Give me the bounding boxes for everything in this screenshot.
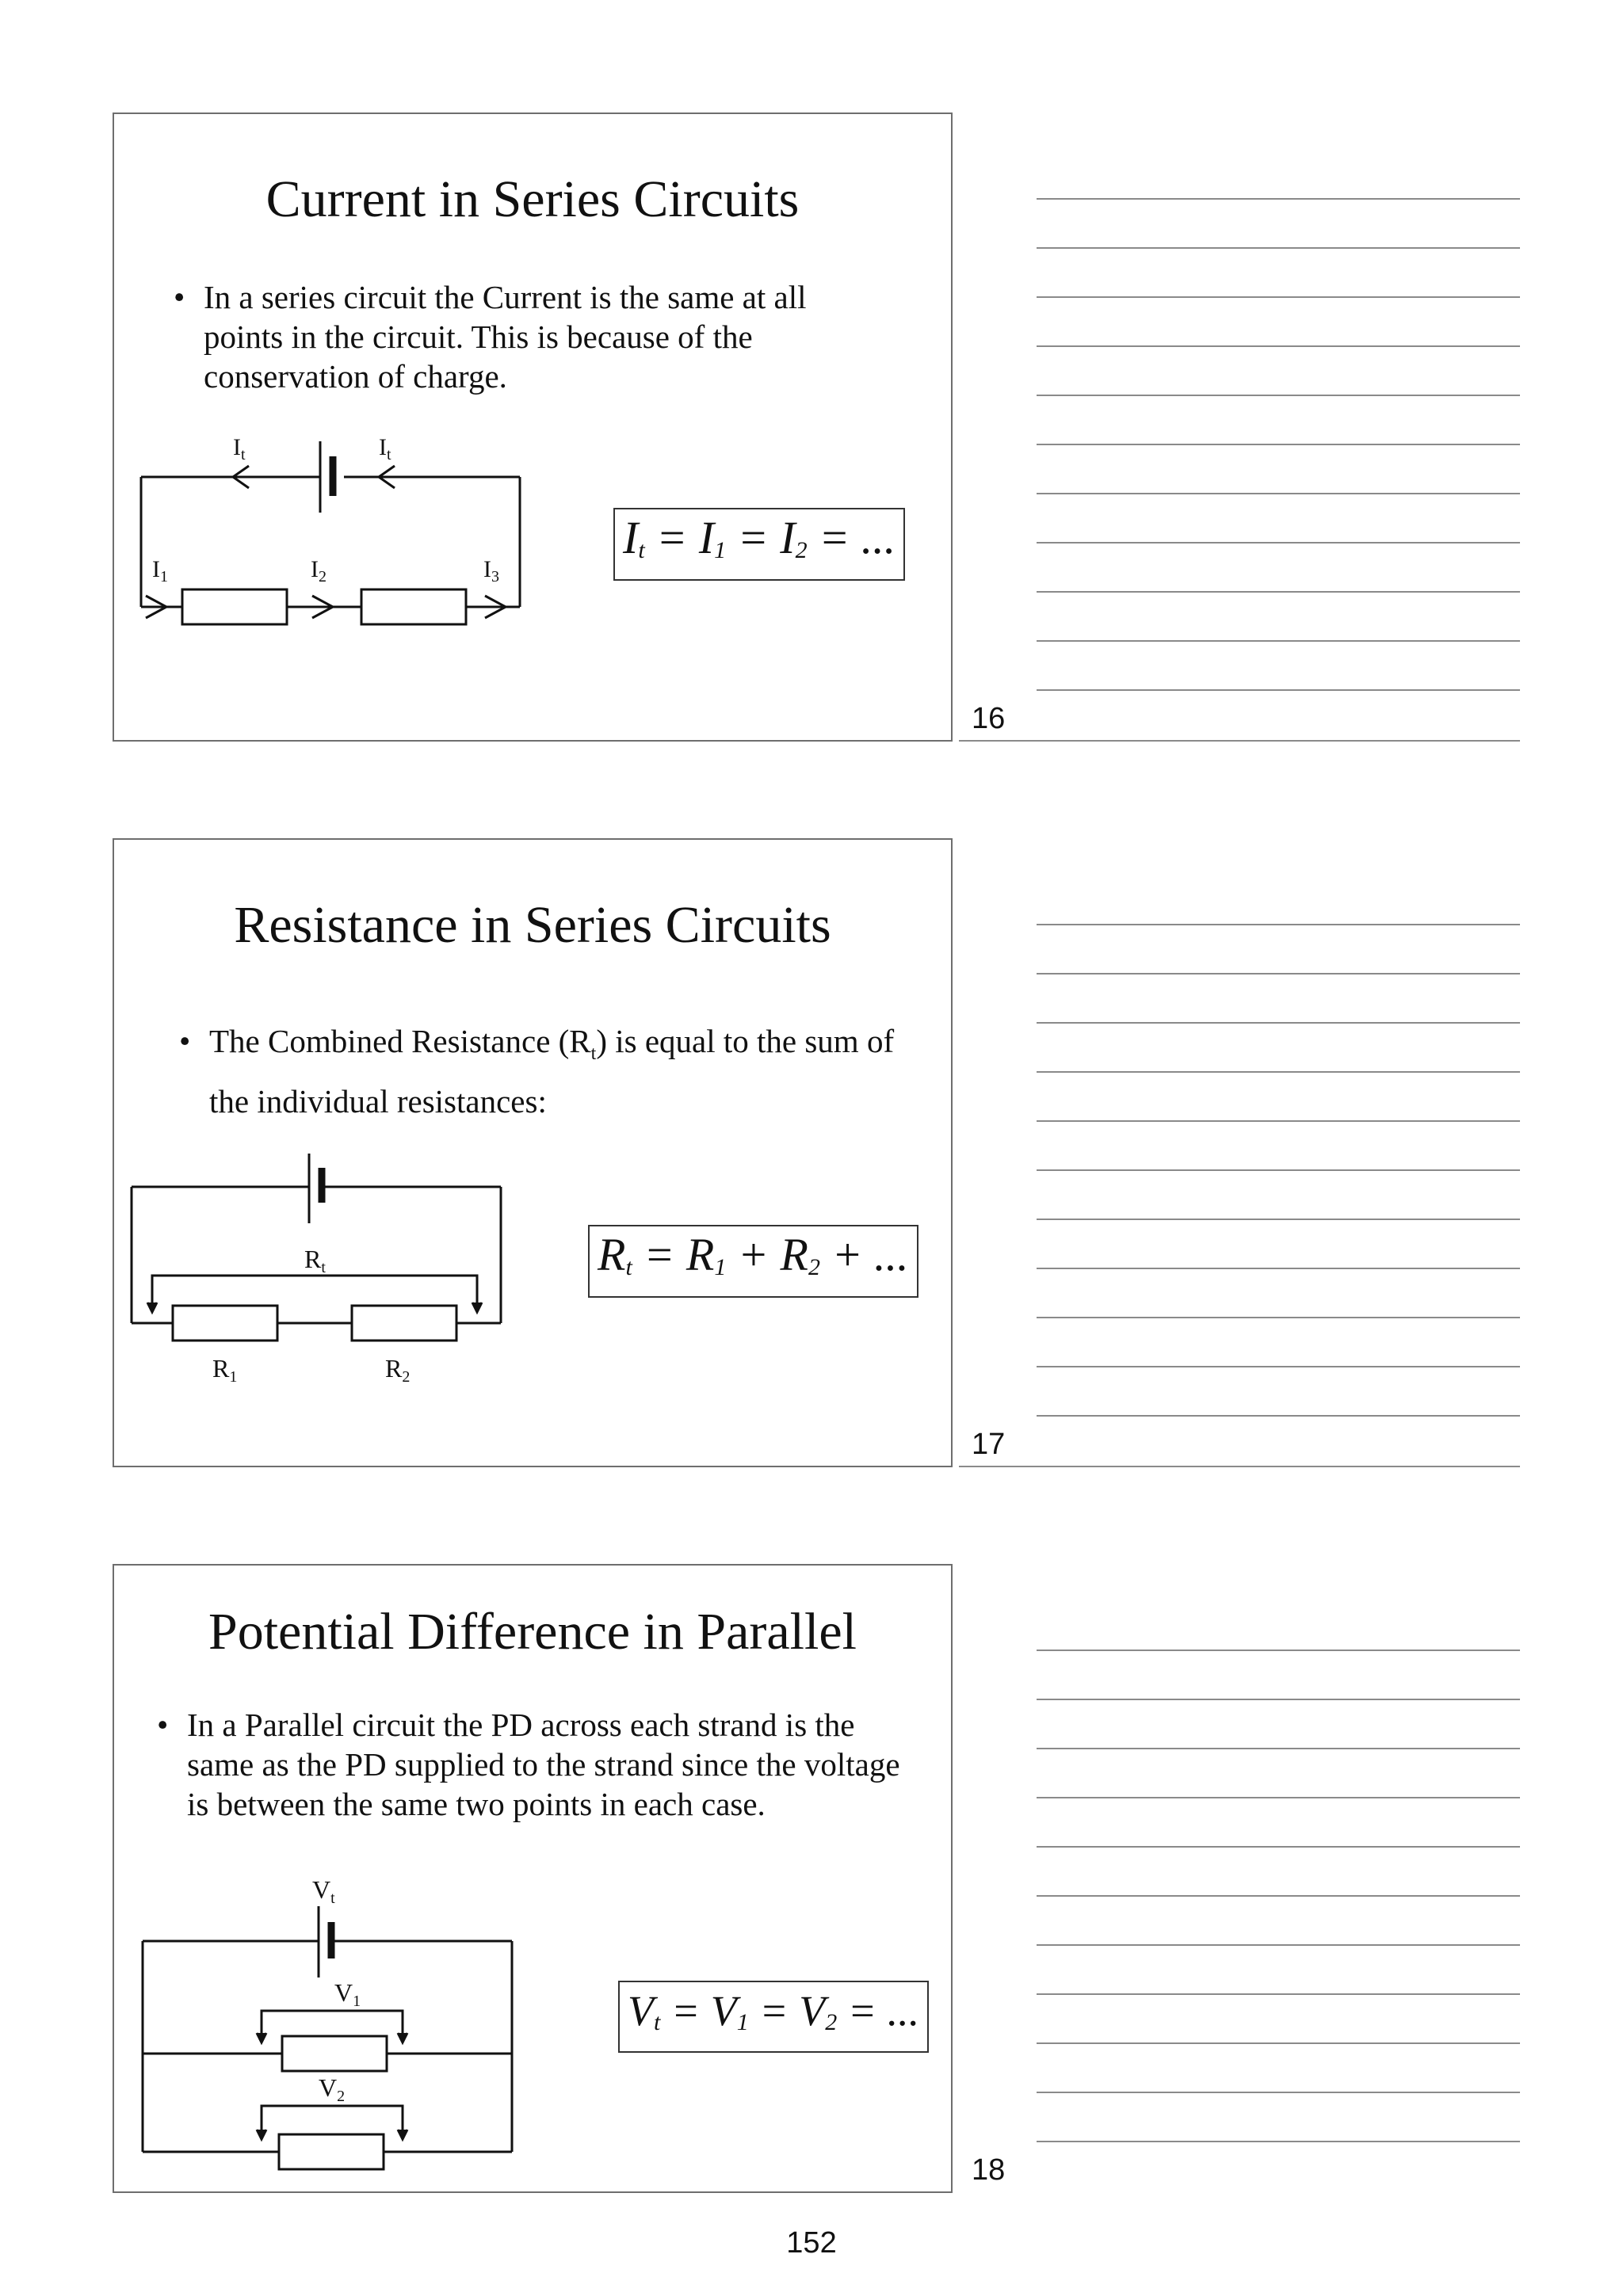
- slide-resistance-series: [113, 838, 953, 1467]
- label-i3: $I_3$: [483, 556, 499, 585]
- formula-current-series: $I_t = I_1 = I_2$ = ...: [613, 508, 905, 581]
- bullet-body: In a Parallel circuit the PD across each strand is the same as the PD supplied to the strand since the voltage is between the same two points in each case.: [187, 1707, 900, 1822]
- series-resistance-circuit: [114, 840, 954, 1469]
- notes-lines-18: [959, 1564, 1520, 2193]
- formula-resistance-series: $R_t = R_1 + R_2$ + ...: [588, 1225, 918, 1298]
- slide-title: Potential Difference in Parallel: [208, 1603, 857, 1661]
- label-v2: V2: [319, 2073, 346, 2105]
- label-i1: $I_1$: [152, 556, 168, 585]
- slide-number: 18: [972, 2153, 1006, 2187]
- label-rt: Rt: [304, 1245, 326, 1276]
- label-it-right: $I_t$: [379, 434, 391, 463]
- notes-lines-16: [959, 113, 1520, 742]
- slide-current-series: [113, 113, 953, 742]
- formula-pd-parallel: $V_t = V_1 = V_2$ = ...: [618, 1981, 929, 2053]
- label-it-left: $I_t$: [233, 434, 246, 463]
- slide-title: Current in Series Circuits: [265, 170, 800, 228]
- slide-number: 17: [972, 1428, 1006, 1461]
- bullet-dot: •: [174, 279, 185, 315]
- parallel-pd-circuit: [114, 1566, 954, 2195]
- bullet-body: In a series circuit the Current is the same at all points in the circuit. This is because of the conservation of charge.: [204, 279, 807, 395]
- bullet-dot: •: [157, 1707, 169, 1743]
- label-i2: $I_2$: [311, 556, 327, 585]
- notes-lines-17: [959, 838, 1520, 1467]
- slide-title: Resistance in Series Circuits: [234, 896, 831, 954]
- slide-pd-parallel: [113, 1564, 953, 2193]
- label-vt: Vt: [312, 1875, 335, 1907]
- label-r1: R1: [212, 1354, 238, 1386]
- label-v1: V1: [334, 1978, 361, 2010]
- page-number: 152: [786, 2226, 837, 2260]
- slide-number: 16: [972, 702, 1006, 735]
- label-r2: R2: [385, 1354, 411, 1386]
- bullet-dot: •: [179, 1023, 191, 1059]
- bullet-body: The Combined Resistance $(R_t)$ is equal to the sum of the individual resistances:: [209, 1023, 895, 1120]
- series-current-circuit: [114, 114, 954, 743]
